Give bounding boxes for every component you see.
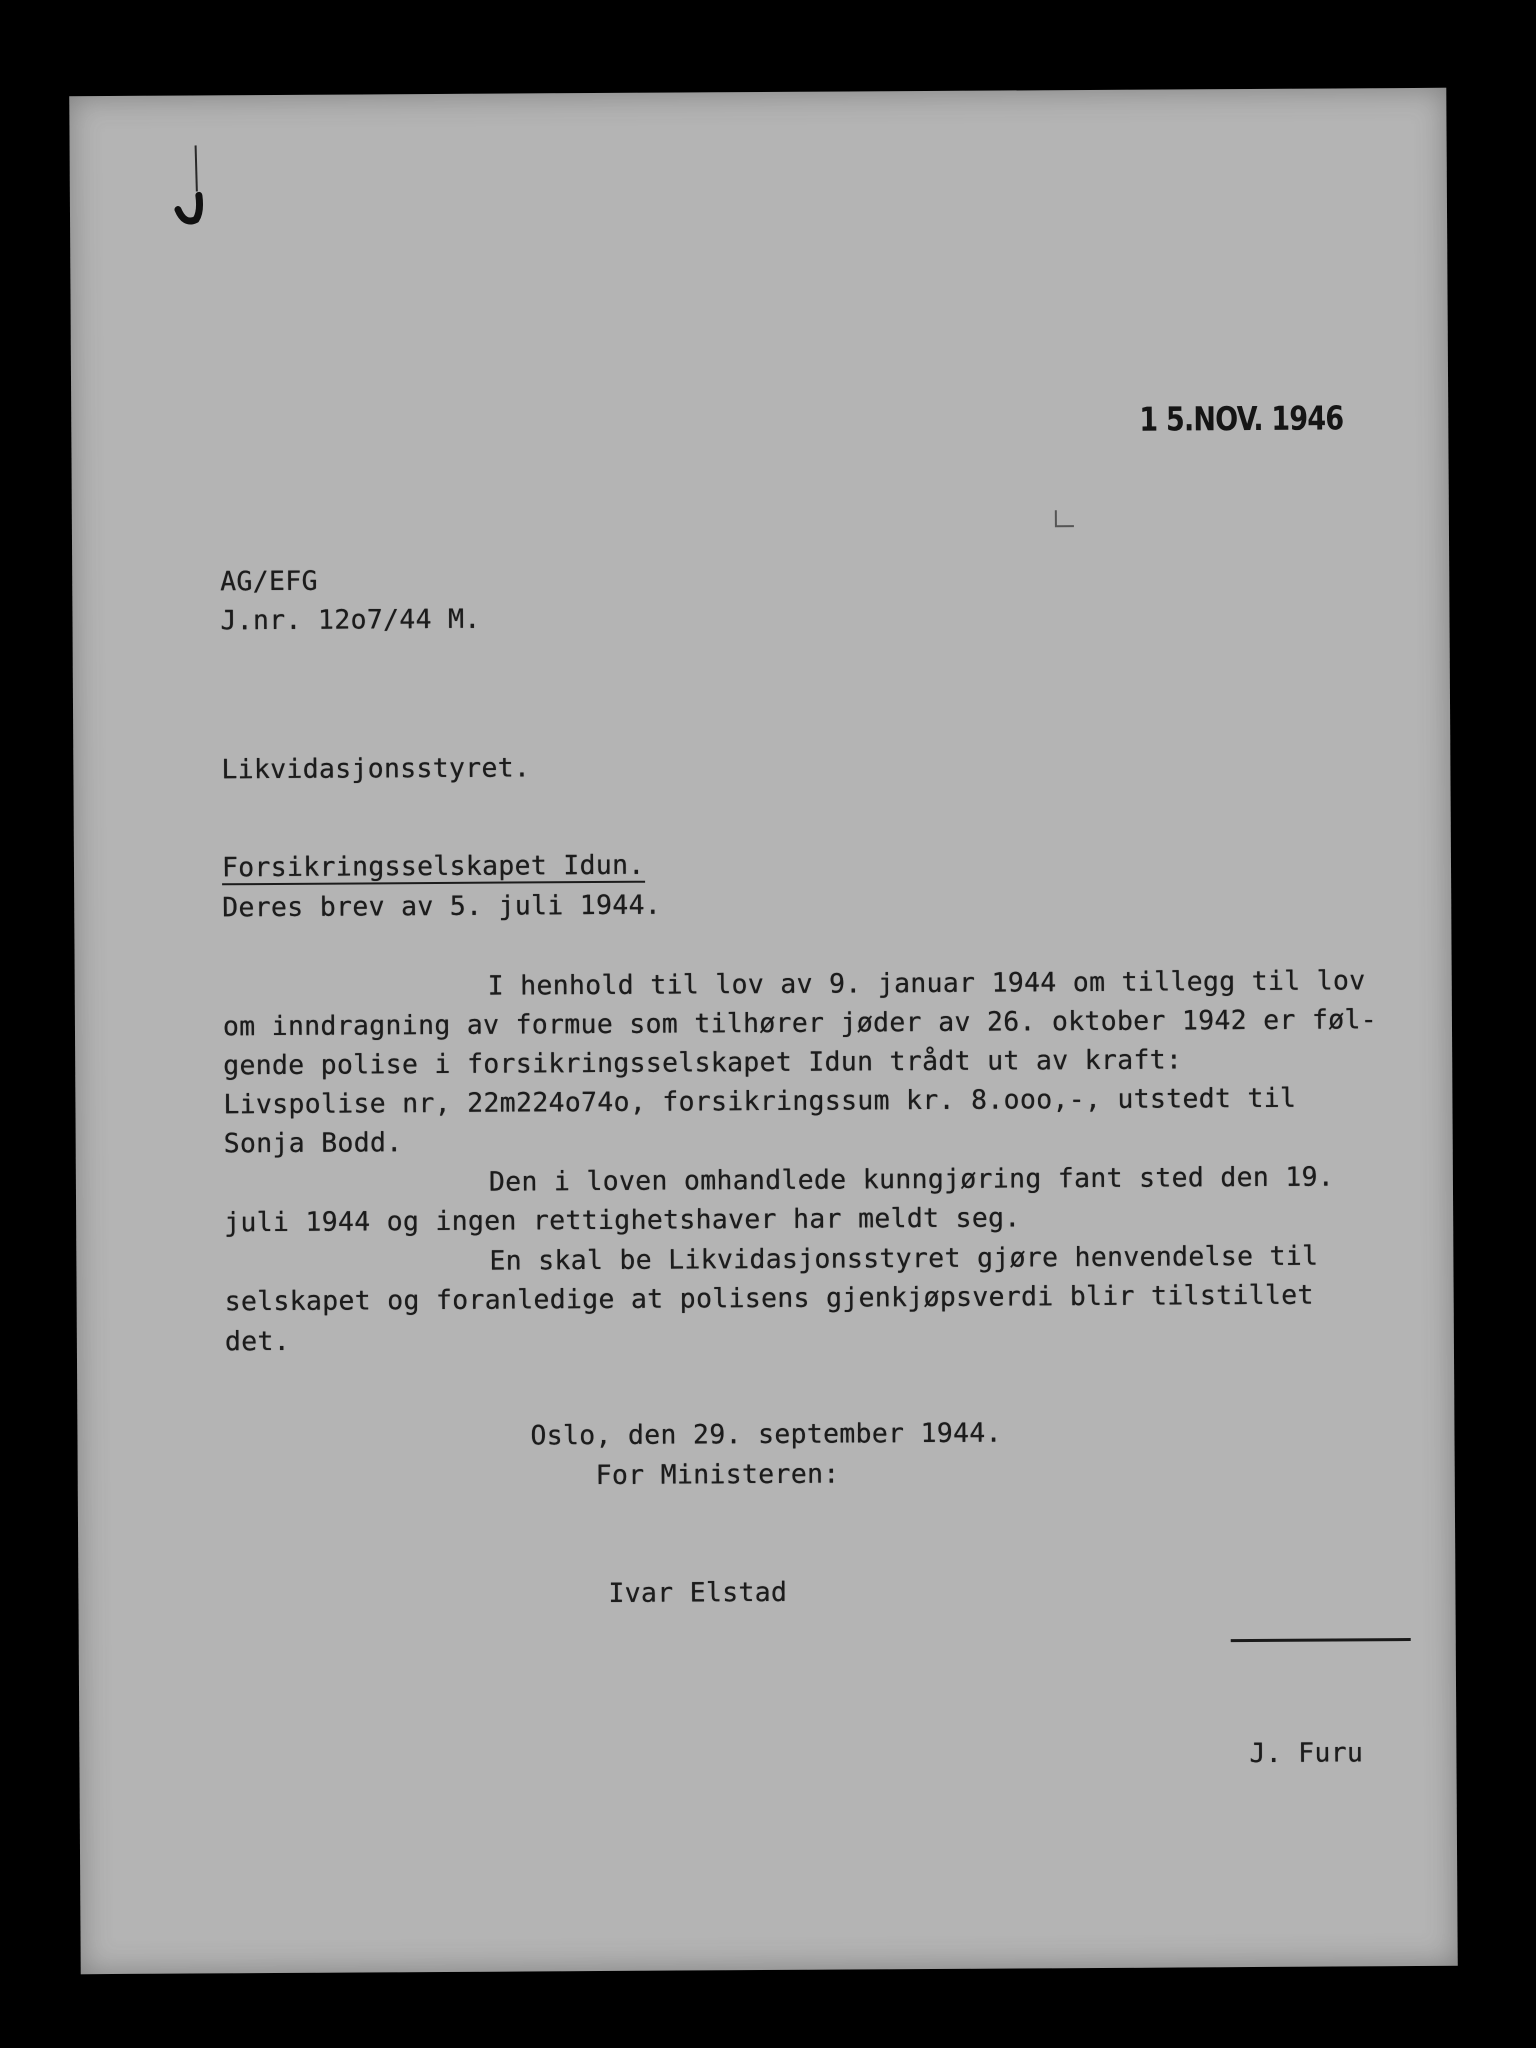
document-page bbox=[69, 88, 1457, 1974]
body-line: gende polise i forsikringsselskapet Idun trådt ut av kraft: bbox=[223, 1044, 1183, 1082]
signature-line bbox=[1231, 1638, 1411, 1642]
body-line: om inndragning av formue som tilhører jøder av 26. oktober 1942 er føl- bbox=[222, 1004, 1378, 1043]
recipient: Likvidasjonsstyret. bbox=[221, 752, 531, 786]
body-line: Sonja Bodd. bbox=[223, 1127, 403, 1160]
reference-initials: AG/EFG bbox=[220, 565, 318, 598]
place-date: Oslo, den 29. september 1944. bbox=[530, 1417, 1002, 1452]
signatory-name: Ivar Elstad bbox=[608, 1576, 788, 1609]
body-line: I henhold til lov av 9. januar 1944 om tillegg til lov bbox=[487, 965, 1366, 1002]
body-line: det. bbox=[224, 1325, 291, 1358]
received-date-stamp: 1 5.NOV. 1946 bbox=[1139, 398, 1344, 439]
subject-reference: Deres brev av 5. juli 1944. bbox=[222, 889, 662, 924]
journal-number: J.nr. 12o7/44 M. bbox=[220, 603, 481, 637]
body-line: Den i loven omhandlede kunngjøring fant sted den 19. bbox=[488, 1161, 1335, 1198]
subject-title: Forsikringsselskapet Idun. bbox=[221, 849, 645, 884]
secondary-signatory: J. Furu bbox=[1249, 1737, 1364, 1770]
on-behalf-line: For Ministeren: bbox=[595, 1458, 840, 1492]
body-line: selskapet og foranledige at polisens gjenkjøpsverdi blir tilstillet bbox=[224, 1279, 1314, 1318]
body-line: juli 1944 og ingen rettighetshaver har meldt seg. bbox=[224, 1202, 1021, 1239]
body-line: Livspolise nr, 22m224o74o, forsikringssum kr. 8.ooo,-, utstedt til bbox=[223, 1082, 1297, 1121]
corner-mark bbox=[1054, 508, 1076, 530]
handwritten-check-mark bbox=[174, 143, 205, 243]
body-line: En skal be Likvidasjonsstyret gjøre henvendelse til bbox=[489, 1240, 1319, 1277]
